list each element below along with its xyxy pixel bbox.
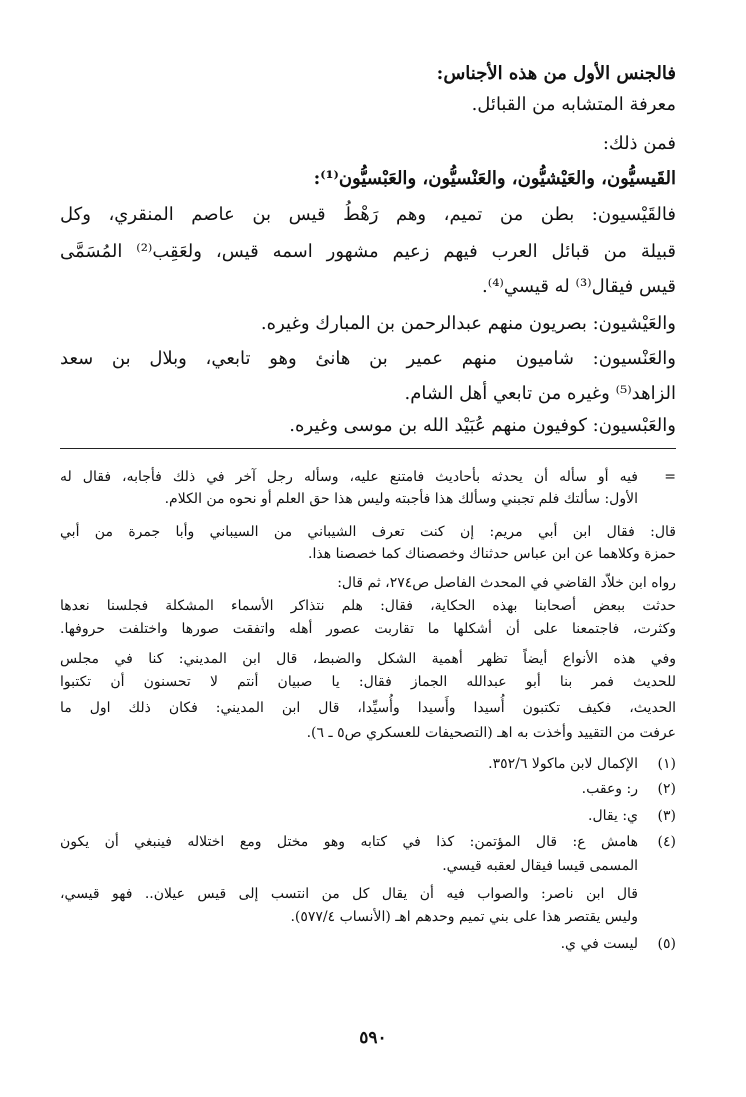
footnote-line: قال: فقال ابن أبي مريم: إن كنت تعرف الشيباني من السيباني وأبا جمرة من أبي xyxy=(60,524,676,540)
footnote-text-4: المسمى قيسا فيقال لعقبه قيسي. xyxy=(442,858,638,874)
main-line-6: قبيلة من قبائل العرب فيهم زعيم مشهور اسمه قيس، ولعَقِب⁽²⁾ المُسَمَّى xyxy=(60,241,676,262)
footnote-line: حدثت ببعض أصحابنا بهذه الحكاية، فقال: هلم نتذاكر الأسماء المشكلة فجلسنا نعدها xyxy=(60,598,676,614)
footnote-number-1: (١) xyxy=(657,756,676,772)
footnote-number-4: (٤) xyxy=(657,834,676,850)
footnote-number-2: (٢) xyxy=(657,781,676,797)
main-line-10: الزاهد⁽⁵⁾ وغيره من تابعي أهل الشام. xyxy=(404,383,676,404)
footnote-text-1: الإكمال لابن ماكولا ٣٥٢/٦. xyxy=(488,756,638,772)
footnote-line: وكثرت، فاجتمعنا على أن أشكلها ما تقاربت عصور أهله واتفقت صورها واختلفت حروفها. xyxy=(60,621,676,637)
main-line-7: قيس فيقال⁽³⁾ له قيسي⁽⁴⁾. xyxy=(482,276,676,297)
footnote-number-3: (٣) xyxy=(657,808,676,824)
main-line-2: معرفة المتشابه من القبائل. xyxy=(471,94,676,115)
main-line-1: فالجنس الأول من هذه الأجناس: xyxy=(436,63,676,84)
footnote-text-5: ليست في ي. xyxy=(560,936,638,952)
footnote-separator xyxy=(60,448,676,449)
continuation-marker: = xyxy=(664,469,676,485)
footnote-line: عرفت من التقييد وأخذت به اهـ (التصحيفات للعسكري ص٥ ـ ٦). xyxy=(306,725,676,741)
footnote-text-2: ر: وعقب. xyxy=(581,781,638,797)
main-line-5: فالقَيْسيون: بطن من تميم، وهم رَهْطُ قيس بن عاصم المنقري، وكل xyxy=(60,204,676,225)
footnote-line: حمزة وكلاهما عن ابن عباس حدثناك وخصصناك كما خصصنا هذا. xyxy=(308,546,676,562)
footnote-line: فيه أو سأله أن يحدثه بأحاديث فامتنع عليه، وسأله رجل آخر في ذلك فأجابه، فقال له xyxy=(60,469,638,485)
footnote-number-5: (٥) xyxy=(657,936,676,952)
main-line-11: والعَبْسيون: كوفيون منهم عُبَيْد الله بن موسى وغيره. xyxy=(289,415,676,436)
footnote-text-4: وليس يقتصر هذا على بني تميم وحدهم اهـ (الأنساب ٥٧٧/٤). xyxy=(290,909,638,925)
main-line-3: فمن ذلك: xyxy=(602,133,676,154)
footnote-line: للحديث فمر بنا أبو عبدالله الجماز فقال: يا صبيان أنتم لا تحسنون أن تكتبوا xyxy=(60,674,676,690)
footnote-line: رواه ابن خلاّد القاضي في المحدث الفاصل ص٢٧٤، ثم قال: xyxy=(337,575,676,591)
footnote-line: الأول: سألتك فلم تجبني وسألك هذا فأجبته وليس هذا حق العلم أو نحوه من الكلام. xyxy=(164,491,638,507)
footnote-text-4: هامش ع: قال المؤتمن: كذا في كتابه وهو مختل ومع اختلاله فينبغي أن يكون xyxy=(60,834,638,850)
main-line-9: والعَنْسيون: شاميون منهم عمير بن هانئ وهو تابعي، وبلال بن سعد xyxy=(60,348,676,369)
footnote-line: الحديث، فكيف تكتبون أُسيدا وأَسيدا وأُسيِّدا، قال ابن المديني: فكان ذلك اول ما xyxy=(60,700,676,716)
page-number: ٥٩٠ xyxy=(359,1028,387,1048)
footnote-text-4: قال ابن ناصر: والصواب فيه أن يقال كل من انتسب إلى قيس عيلان.. فهو قيسي، xyxy=(60,886,638,902)
footnote-line: وفي هذه الأنواع أيضاً تظهر أهمية الشكل والضبط، قال ابن المديني: كنا في مجلس xyxy=(60,651,676,667)
main-line-4: القَيسيُّون، والعَيْشيُّون، والعَنْسيُّون، والعَبْسيُّون⁽¹⁾: xyxy=(313,168,676,189)
main-line-8: والعَيْشيون: بصريون منهم عبدالرحمن بن المبارك وغيره. xyxy=(260,313,676,334)
footnote-text-3: ي: يقال. xyxy=(588,808,638,824)
